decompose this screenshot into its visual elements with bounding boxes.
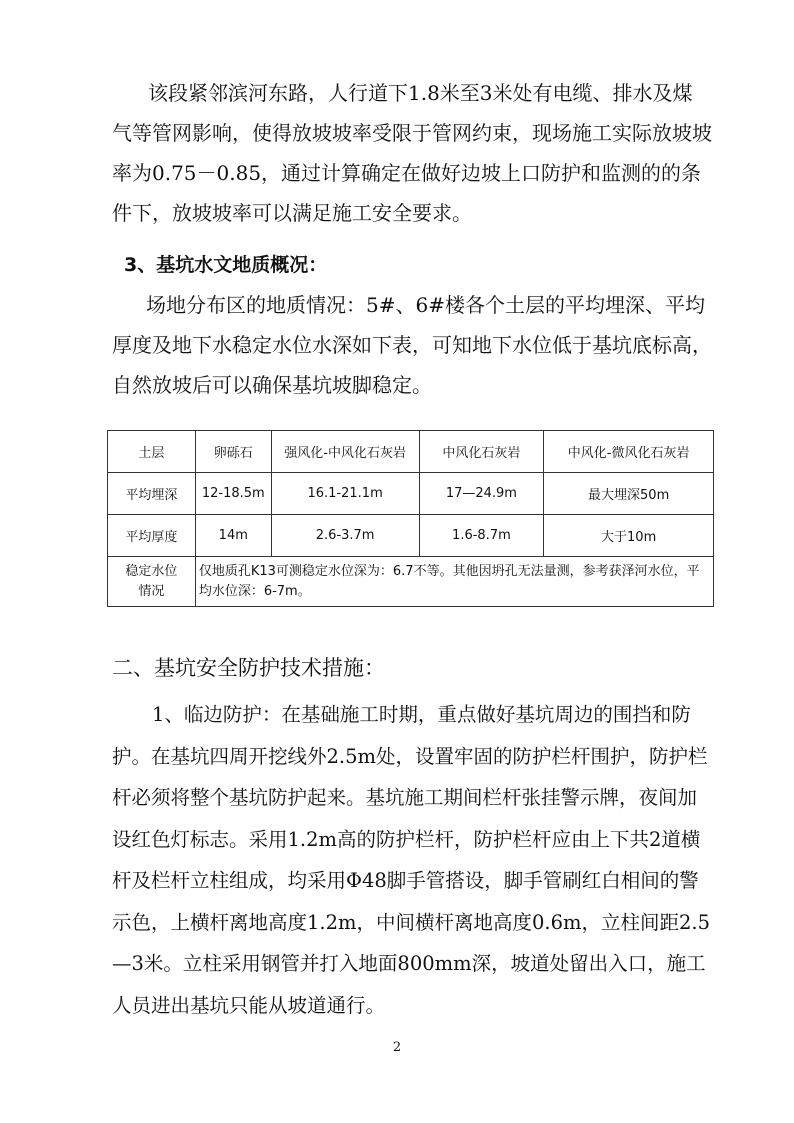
water-level-label-cell — [108, 557, 196, 607]
section-heading-safety-measures: 二、基坑安全防护技术措施： — [112, 656, 385, 680]
table-row — [108, 515, 714, 557]
table-cell: 平均埋深 — [108, 473, 196, 515]
table-cell: 大于10m — [544, 515, 714, 557]
table-header-cell: 中风化石灰岩 — [419, 431, 544, 473]
water-level-note: 仅地质孔K13可测稳定水位深为：6.7不等。其他因坍孔无法量测，参考获泽河水位，平均水位深：6-7m。 — [195, 557, 713, 607]
geology-table — [107, 430, 714, 607]
water-level-label-line2: 情况 — [138, 583, 165, 599]
body-paragraph-edge-protection: 1、临边防护：在基础施工时期，重点做好基坑周边的围挡和防护。在基坑四周开挖线外2.5m处，设置牢固的防护栏杆围护，防护栏杆必须将整个基坑防护起来。基坑施工期间栏杆张挂警示牌，夜间加设红色灯标志。采用1.2m高的防护栏杆，防护栏杆应由上下共2道横杆及栏杆立柱组成，均采用Φ48脚手管搭设，脚手管刷红白相间的警示色，上横杆离地高度1.2m，中间横杆离地高度0.6m，立柱间距2.5—3米。立柱采用钢管并打入地面800mm深，坡道处留出入口，施工人员进出基坑只能从坡道通行。 — [112, 703, 711, 1017]
table-cell: 16.1-21.1m — [271, 473, 419, 515]
body-paragraph-geology: 场地分布区的地质情况：5#、6#楼各个土层的平均埋深、平均厚度及地下水稳定水位水深如下表，可知地下水位低于基坑底标高，自然放坡后可以确保基坑坡脚稳定。 — [112, 293, 712, 397]
table-cell: 平均厚度 — [108, 515, 196, 557]
table-row — [108, 473, 714, 515]
table-header-cell: 土层 — [108, 431, 196, 473]
table-cell: 12-18.5m — [195, 473, 271, 515]
table-header-cell: 强风化-中风化石灰岩 — [271, 431, 419, 473]
table-row-water-level — [108, 557, 714, 607]
table-cell: 14m — [195, 515, 271, 557]
table-header-row — [108, 431, 714, 473]
table-cell: 17—24.9m — [419, 473, 544, 515]
section-heading-hydrogeology: 3、基坑水文地质概况： — [124, 254, 328, 276]
page-number: 2 — [392, 1040, 402, 1055]
table-header-cell: 中风化-微风化石灰岩 — [544, 431, 714, 473]
water-level-label-line1: 稳定水位 — [125, 563, 178, 579]
body-paragraph-slope: 该段紧邻滨河东路，人行道下1.8米至3米处有电缆、排水及煤气等管网影响，使得放坡坡率受限于管网约束，现场施工实际放坡坡率为0.75－0.85，通过计算确定在做好边坡上口防护和监测的的条件下，放坡坡率可以满足施工安全要求。 — [112, 81, 712, 225]
table-cell: 1.6-8.7m — [419, 515, 544, 557]
table-header-cell: 卵砾石 — [195, 431, 271, 473]
table-cell: 最大埋深50m — [544, 473, 714, 515]
table-cell: 2.6-3.7m — [271, 515, 419, 557]
